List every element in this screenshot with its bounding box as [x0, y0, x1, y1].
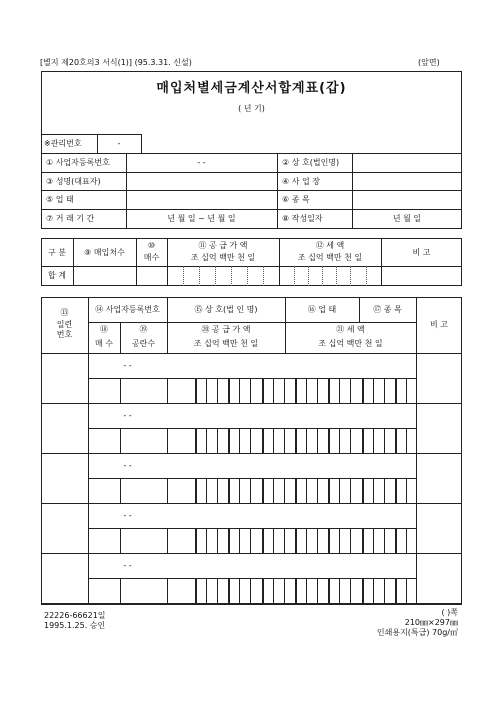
seller-count-header: ⑨ 매입처수	[84, 248, 125, 257]
detail-supply-header: ⑳ 공 급 가 액	[201, 325, 251, 334]
detail-row-sheets-field[interactable]	[88, 528, 120, 553]
detail-row-registration-field[interactable]: - -	[123, 461, 132, 470]
detail-row-remarks-field[interactable]	[416, 553, 462, 603]
detail-row-remarks-field[interactable]	[416, 503, 462, 553]
detail-row-trade-field[interactable]	[167, 553, 416, 578]
total-tax-field[interactable]	[279, 266, 381, 286]
detail-row-blank-field[interactable]	[120, 428, 167, 453]
tax-amount-header: ⑫ 세 액	[315, 241, 345, 250]
representative-name-label: ③ 성명(대표자)	[46, 177, 101, 186]
supply-units-header: 조 십억 백만 천 일	[190, 253, 256, 262]
detail-supply-units: 조 십억 백만 천 일	[193, 339, 259, 348]
detail-trade-name-header: ⑮ 상 호(법 인 명)	[194, 305, 258, 314]
detail-tax-header: ㉑ 세 액	[336, 325, 365, 334]
detail-remarks-header: 비 고	[430, 320, 448, 329]
detail-tax-units: 조 십억 백만 천 일	[318, 339, 383, 348]
business-type-label: ⑤ 업 태	[46, 195, 74, 204]
form-code: 22226-66621일	[44, 611, 106, 620]
page-count: ( )쪽	[441, 608, 458, 617]
serial-number-marker: ⑬	[60, 308, 69, 317]
detail-row-sheets-field[interactable]	[88, 378, 120, 403]
business-type-field[interactable]	[126, 190, 277, 209]
detail-row-serial-field[interactable]	[41, 453, 88, 503]
approval-date: 1995.1.25. 승인	[44, 621, 106, 630]
written-date-label: ⑧ 작성일자	[282, 214, 323, 223]
detail-row-trade-field[interactable]	[167, 453, 416, 478]
detail-row-blank-field[interactable]	[120, 578, 167, 603]
detail-row-sheets-field[interactable]	[88, 578, 120, 603]
detail-row-sheets-field[interactable]	[88, 478, 120, 503]
trade-name-field[interactable]	[352, 153, 462, 172]
detail-row-registration-field[interactable]: - -	[123, 411, 132, 420]
paper-size: 210㎜×297㎜	[404, 618, 458, 627]
total-row-label: 합 계	[48, 271, 66, 280]
business-item-label: ⑥ 종 목	[282, 195, 310, 204]
detail-blank-header: 공란수	[131, 339, 156, 348]
representative-name-field[interactable]	[126, 172, 277, 190]
total-remarks-field[interactable]	[381, 266, 462, 286]
detail-row-trade-field[interactable]	[167, 353, 416, 378]
detail-row-remarks-field[interactable]	[416, 403, 462, 453]
detail-sheets-header: 매 수	[95, 339, 113, 348]
detail-row-serial-field[interactable]	[41, 503, 88, 553]
serial-number-header: 일련 번호	[56, 320, 73, 339]
detail-blank-marker: ⑲	[139, 325, 148, 334]
category-header: 구 분	[48, 248, 66, 257]
transaction-period-field[interactable]: 년 월 일 ~ 년 월 일	[167, 214, 236, 223]
detail-row-registration-field[interactable]: - -	[123, 511, 132, 520]
business-item-field[interactable]	[352, 190, 462, 209]
detail-row-blank-field[interactable]	[120, 528, 167, 553]
detail-row-remarks-field[interactable]	[416, 353, 462, 403]
detail-row-blank-field[interactable]	[120, 478, 167, 503]
paper-spec: 인쇄용지(특급) 70g/㎡	[376, 628, 458, 637]
sheets-number-header: ⑩	[147, 241, 156, 250]
detail-row-registration-field[interactable]: - -	[123, 561, 132, 570]
detail-row-serial-field[interactable]	[41, 553, 88, 603]
detail-row-registration-field[interactable]: - -	[123, 361, 132, 370]
form-reference: [별지 제20호의3 서식(1)] (95.3.31. 신설)	[40, 58, 192, 67]
transaction-period-label: ⑦ 거 래 기 간	[46, 214, 95, 223]
business-place-field[interactable]	[352, 172, 462, 190]
total-supply-value-field[interactable]	[167, 266, 279, 286]
detail-row-serial-field[interactable]	[41, 403, 88, 453]
tax-period: ( 년 기)	[238, 104, 265, 113]
detail-business-header: ⑯ 업 태	[307, 305, 337, 314]
registration-number-field[interactable]: - -	[197, 158, 206, 167]
form-title: 매입처별세금계산서합계표(갑)	[156, 81, 347, 96]
page-side: (앞면)	[418, 58, 440, 67]
remarks-header: 비 고	[412, 248, 431, 257]
total-sheets-field[interactable]	[136, 266, 167, 286]
supply-value-header: ⑪ 공 급 가 액	[198, 241, 248, 250]
business-place-label: ④ 사 업 장	[282, 177, 320, 186]
detail-row-blank-field[interactable]	[120, 378, 167, 403]
detail-row-sheets-field[interactable]	[88, 428, 120, 453]
detail-sheets-marker: ⑱	[100, 325, 108, 334]
total-seller-count-field[interactable]	[73, 266, 136, 286]
trade-name-label: ② 상 호(법인명)	[282, 158, 340, 167]
detail-row-trade-field[interactable]	[167, 503, 416, 528]
management-number-field[interactable]: -	[117, 139, 121, 148]
sheets-header: 매수	[143, 253, 160, 262]
detail-registration-header: ⑭ 사업자등록번호	[95, 305, 160, 314]
detail-row-remarks-field[interactable]	[416, 453, 462, 503]
written-date-field[interactable]: 년 월 일	[392, 214, 422, 223]
detail-row-serial-field[interactable]	[41, 353, 88, 403]
tax-units-header: 조 십억 백만 천 일	[297, 253, 363, 262]
registration-number-label: ① 사업자등록번호	[46, 158, 110, 167]
management-number-label: ※관리번호	[44, 139, 82, 148]
detail-row-trade-field[interactable]	[167, 403, 416, 428]
detail-item-header: ⑰ 종 목	[373, 305, 402, 314]
